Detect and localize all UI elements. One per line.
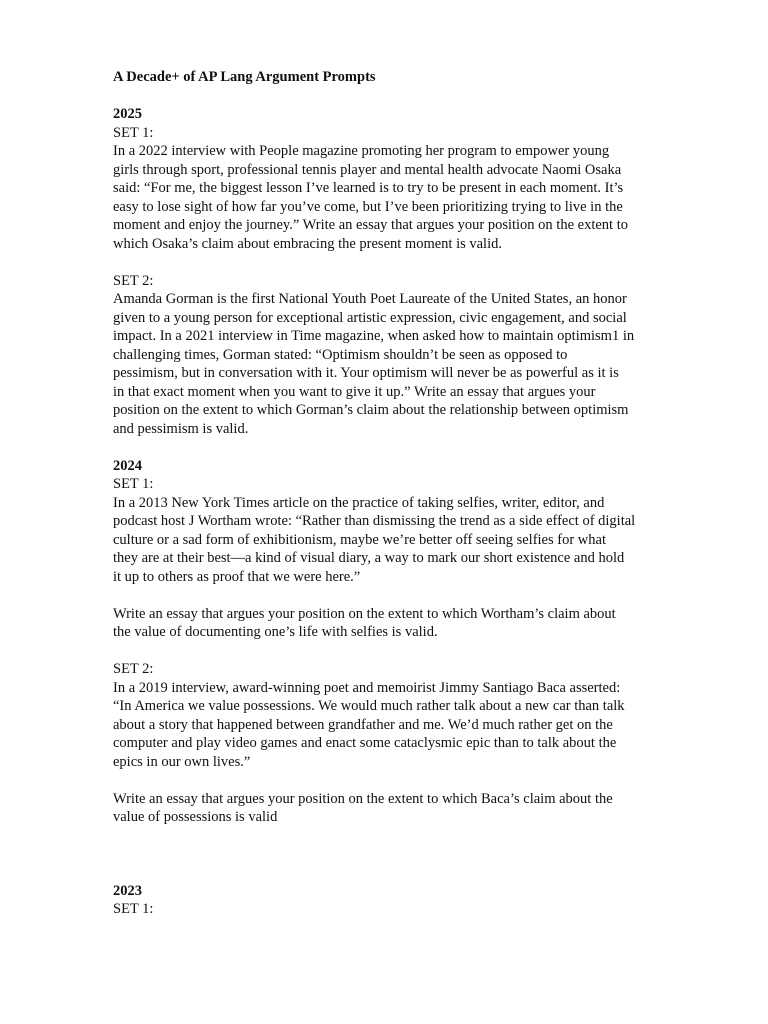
set-label: SET 1:	[113, 124, 154, 141]
text-line: they are at their best—a kind of visual diary, a way to mark our short existence and hold	[113, 550, 625, 566]
text-line: In a 2019 interview, award-winning poet and memoirist Jimmy Santiago Baca asserted:	[113, 679, 621, 696]
text-line: easy to lose sight of how far you’ve come, but I’ve been prioritizing trying to live in the	[113, 198, 623, 215]
text-line: Write an essay that argues your position on the extent to which Baca’s claim about the	[113, 790, 613, 807]
text-line: In a 2022 interview with People magazine promoting her program to empower young	[113, 143, 610, 159]
text-line: girls through sport, professional tennis player and mental health advocate Naomi Osaka	[113, 161, 622, 178]
text-line: “In America we value possessions. We would much rather talk about a new car than talk	[113, 698, 625, 714]
spacer	[113, 642, 663, 661]
text-line: pessimism, but in conversation with it. Your optimism will never be as powerful as it is	[113, 365, 619, 381]
set-label: SET 1:	[113, 901, 154, 917]
text-line: Amanda Gorman is the first National Youth Poet Laureate of the United States, an honor	[113, 291, 627, 307]
document-page	[113, 68, 663, 919]
text-line: about a story that happened between grandfather and me. We’d much rather get on the	[113, 716, 613, 733]
year-section-2025	[113, 105, 663, 457]
set-label: SET 1:	[113, 476, 154, 492]
spacer	[113, 87, 663, 106]
prompt-paragraph	[113, 790, 663, 827]
text-line: given to a young person for exceptional artistic expression, civic engagement, and social	[113, 309, 627, 326]
prompt-paragraph	[113, 494, 663, 587]
year-heading: 2023	[113, 882, 142, 899]
spacer	[113, 827, 663, 882]
document-title: A Decade+ of AP Lang Argument Prompts	[113, 69, 376, 85]
text-line: and pessimism is valid.	[113, 420, 249, 437]
text-line: challenging times, Gorman stated: “Optimism shouldn’t be seen as opposed to	[113, 346, 568, 363]
year-heading: 2025	[113, 106, 142, 122]
text-line: the value of documenting one’s life with selfies is valid.	[113, 624, 438, 640]
set-label: SET 2:	[113, 272, 154, 289]
text-line: In a 2013 New York Times article on the practice of taking selfies, writer, editor, and	[113, 494, 605, 511]
text-line: computer and play video games and enact some cataclysmic epic than to talk about the	[113, 735, 617, 751]
text-line: podcast host J Wortham wrote: “Rather than dismissing the trend as a side effect of digital	[113, 513, 636, 529]
prompt-paragraph	[113, 142, 663, 253]
text-line: position on the extent to which Gorman’s claim about the relationship between optimism	[113, 402, 629, 418]
text-line: Write an essay that argues your position on the extent to which Wortham’s claim about	[113, 605, 616, 622]
text-line: culture or a sad form of exhibitionism, maybe we’re better off seeing selfies for what	[113, 531, 606, 548]
text-line: it up to others as proof that we were here.”	[113, 568, 361, 585]
text-line: impact. In a 2021 interview in Time magazine, when asked how to maintain optimism1 in	[113, 328, 635, 344]
prompt-paragraph	[113, 679, 663, 772]
year-section-2023	[113, 882, 663, 919]
year-heading: 2024	[113, 457, 142, 474]
prompt-paragraph	[113, 290, 663, 438]
text-line: value of possessions is valid	[113, 809, 278, 825]
text-line: said: “For me, the biggest lesson I’ve learned is to try to be present in each moment. It’s	[113, 180, 624, 196]
text-line: which Osaka’s claim about embracing the present moment is valid.	[113, 235, 502, 252]
text-line: moment and enjoy the journey.” Write an essay that argues your position on the extent to	[113, 217, 628, 233]
spacer	[113, 586, 663, 605]
spacer	[113, 438, 663, 457]
set-label: SET 2:	[113, 661, 154, 677]
year-section-2024	[113, 457, 663, 882]
text-line: in that exact moment when you want to give it up.” Write an essay that argues your	[113, 383, 596, 400]
spacer	[113, 253, 663, 272]
prompt-paragraph	[113, 605, 663, 642]
spacer	[113, 771, 663, 790]
text-line: epics in our own lives.”	[113, 753, 251, 770]
